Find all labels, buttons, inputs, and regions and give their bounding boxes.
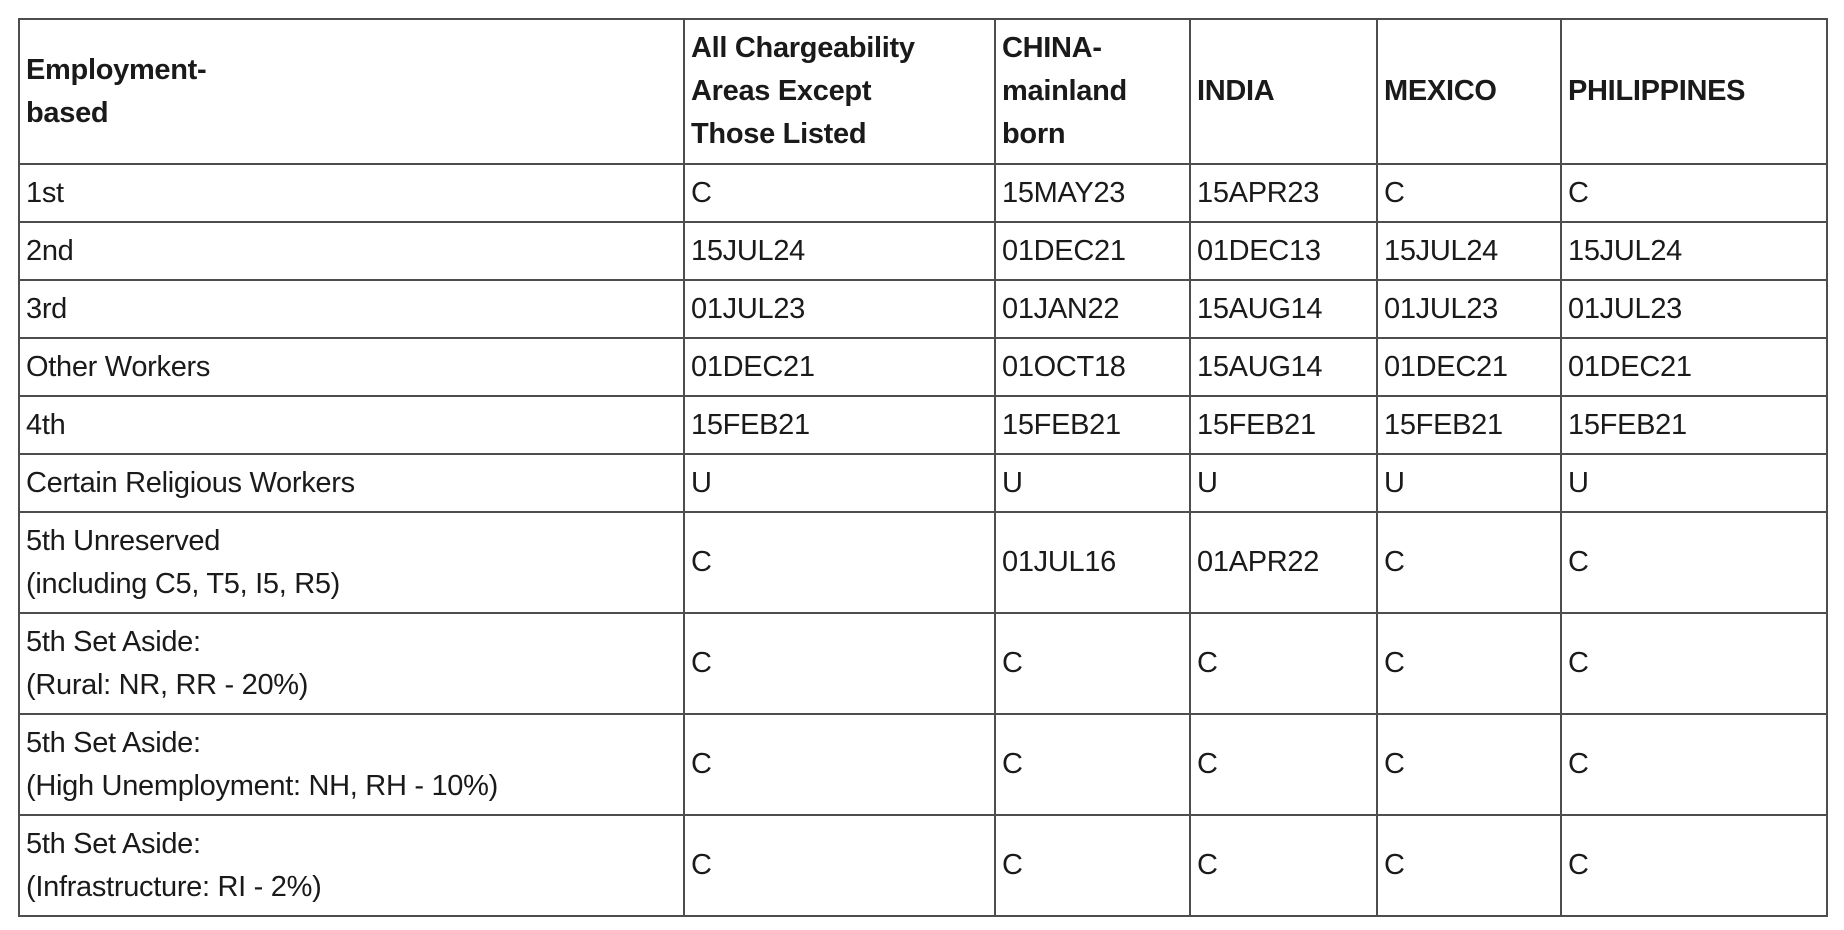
cell-mexico: C [1377,714,1561,815]
cell-philippines: C [1561,815,1827,916]
table-header [19,19,1827,164]
cell-india: C [1190,613,1377,714]
cell-india: 15AUG14 [1190,338,1377,396]
cell-all-chargeability: C [684,512,995,613]
cell-mexico: C [1377,512,1561,613]
cell-india: 15FEB21 [1190,396,1377,454]
cell-all-chargeability: C [684,714,995,815]
cell-india: 01APR22 [1190,512,1377,613]
cell-mexico: 01DEC21 [1377,338,1561,396]
header-india: INDIA [1190,19,1377,164]
cell-china: C [995,714,1190,815]
row-category: 4th [19,396,684,454]
row-category: 5th Set Aside: (High Unemployment: NH, RH - 10%) [19,714,684,815]
row-category: Other Workers [19,338,684,396]
cell-china: 15FEB21 [995,396,1190,454]
table-row [19,338,1827,396]
cell-india: 01DEC13 [1190,222,1377,280]
cell-india: C [1190,815,1377,916]
cell-china: 01JAN22 [995,280,1190,338]
employment-based-final-action-dates-table [18,18,1828,917]
row-category: 5th Set Aside: (Infrastructure: RI - 2%) [19,815,684,916]
cell-china: 15MAY23 [995,164,1190,222]
cell-philippines: 15FEB21 [1561,396,1827,454]
cell-all-chargeability: C [684,164,995,222]
row-category: 2nd [19,222,684,280]
cell-india: C [1190,714,1377,815]
cell-mexico: 15JUL24 [1377,222,1561,280]
cell-all-chargeability: 01JUL23 [684,280,995,338]
cell-philippines: C [1561,714,1827,815]
header-all-chargeability: All Chargeability Areas Except Those Listed [684,19,995,164]
cell-china: U [995,454,1190,512]
cell-philippines: 01JUL23 [1561,280,1827,338]
cell-china: C [995,613,1190,714]
cell-all-chargeability: C [684,613,995,714]
table-row [19,714,1827,815]
table-row [19,222,1827,280]
cell-mexico: 01JUL23 [1377,280,1561,338]
cell-all-chargeability: 15JUL24 [684,222,995,280]
cell-philippines: 15JUL24 [1561,222,1827,280]
header-china: CHINA- mainland born [995,19,1190,164]
cell-china: 01JUL16 [995,512,1190,613]
table-row [19,512,1827,613]
cell-philippines: 01DEC21 [1561,338,1827,396]
cell-philippines: C [1561,613,1827,714]
header-row [19,19,1827,164]
cell-mexico: U [1377,454,1561,512]
table-row [19,454,1827,512]
table-row [19,164,1827,222]
row-category: 5th Set Aside: (Rural: NR, RR - 20%) [19,613,684,714]
cell-all-chargeability: C [684,815,995,916]
row-category: 5th Unreserved (including C5, T5, I5, R5) [19,512,684,613]
header-philippines: PHILIPPINES [1561,19,1827,164]
cell-all-chargeability: 15FEB21 [684,396,995,454]
cell-india: 15AUG14 [1190,280,1377,338]
cell-all-chargeability: U [684,454,995,512]
cell-mexico: C [1377,613,1561,714]
cell-philippines: C [1561,512,1827,613]
cell-all-chargeability: 01DEC21 [684,338,995,396]
table-container [18,18,1828,917]
table-row [19,280,1827,338]
row-category: 3rd [19,280,684,338]
header-mexico: MEXICO [1377,19,1561,164]
table-row [19,613,1827,714]
cell-china: 01OCT18 [995,338,1190,396]
cell-china: C [995,815,1190,916]
table-row [19,396,1827,454]
row-category: 1st [19,164,684,222]
cell-china: 01DEC21 [995,222,1190,280]
cell-india: 15APR23 [1190,164,1377,222]
cell-philippines: U [1561,454,1827,512]
row-category: Certain Religious Workers [19,454,684,512]
header-category: Employment- based [19,19,684,164]
table-row [19,815,1827,916]
table-body [19,164,1827,916]
cell-mexico: C [1377,815,1561,916]
cell-philippines: C [1561,164,1827,222]
cell-mexico: 15FEB21 [1377,396,1561,454]
cell-mexico: C [1377,164,1561,222]
cell-india: U [1190,454,1377,512]
